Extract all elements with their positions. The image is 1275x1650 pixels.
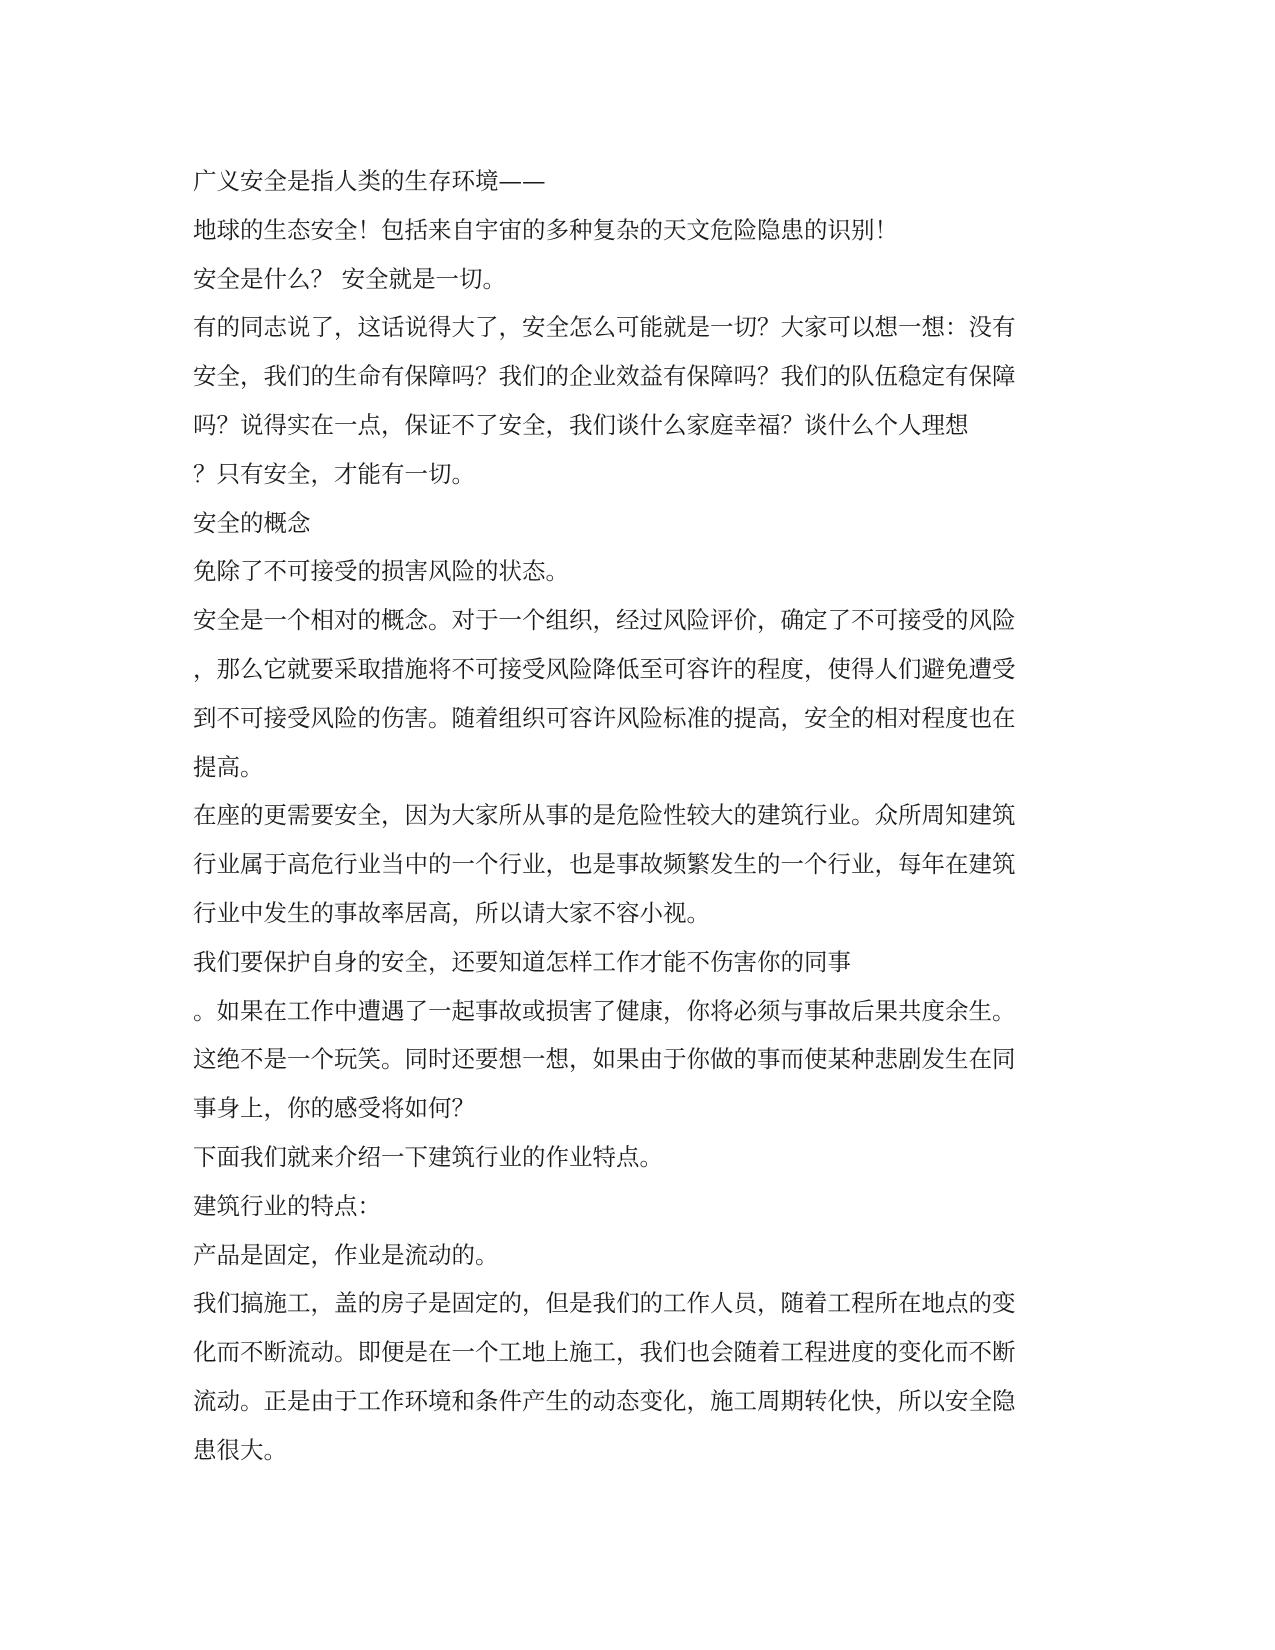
text-line: 地球的生态安全！包括来自宇宙的多种复杂的天文危险隐患的识别！ [193, 215, 898, 244]
text-line: 安全，我们的生命有保障吗？我们的企业效益有保障吗？我们的队伍稳定有保障 [193, 362, 1016, 391]
text-line: ？只有安全，才能有一切。 [193, 459, 475, 488]
text-line: 到不可接受风险的伤害。随着组织可容许风险标准的提高，安全的相对程度也在 [193, 703, 1016, 732]
text-line: 。如果在工作中遭遇了一起事故或损害了健康，你将必须与事故后果共度余生。 [193, 996, 1016, 1025]
text-line: 安全是什么？ 安全就是一切。 [193, 264, 506, 293]
text-line: 广义安全是指人类的生存环境—— [193, 167, 546, 195]
text-line: 行业中发生的事故率居高，所以请大家不容小视。 [193, 898, 710, 927]
text-line: 在座的更需要安全，因为大家所从事的是危险性较大的建筑行业。众所周知建筑 [193, 801, 1016, 830]
text-line: 下面我们就来介绍一下建筑行业的作业特点。 [193, 1142, 663, 1171]
text-line: 免除了不可接受的损害风险的状态。 [193, 557, 569, 586]
text-line: 行业属于高危行业当中的一个行业，也是事故频繁发生的一个行业，每年在建筑 [193, 850, 1016, 879]
document-body [193, 157, 1093, 1475]
text-line: ，那么它就要采取措施将不可接受风险降低至可容许的程度，使得人们避免遭受 [193, 654, 1016, 683]
text-line: 我们搞施工，盖的房子是固定的，但是我们的工作人员，随着工程所在地点的变 [193, 1289, 1016, 1318]
text-line: 这绝不是一个玩笑。同时还要想一想，如果由于你做的事而使某种悲剧发生在同 [193, 1045, 1016, 1074]
section-heading: 安全的概念 [193, 508, 311, 537]
text-line: 患很大。 [193, 1435, 287, 1464]
text-line: 吗？说得实在一点，保证不了安全，我们谈什么家庭幸福？谈什么个人理想 [193, 410, 969, 439]
text-line: 提高。 [193, 752, 264, 781]
text-line: 安全是一个相对的概念。对于一个组织，经过风险评价，确定了不可接受的风险 [193, 606, 1016, 635]
text-line: 有的同志说了，这话说得大了，安全怎么可能就是一切？大家可以想一想：没有 [193, 313, 1016, 342]
text-line: 事身上，你的感受将如何？ [193, 1094, 475, 1123]
text-line: 流动。正是由于工作环境和条件产生的动态变化，施工周期转化快，所以安全隐 [193, 1386, 1016, 1415]
text-line: 化而不断流动。即便是在一个工地上施工，我们也会随着工程进度的变化而不断 [193, 1338, 1016, 1367]
section-heading: 建筑行业的特点： [193, 1191, 381, 1220]
text-line: 我们要保护自身的安全，还要知道怎样工作才能不伤害你的同事 [193, 947, 851, 976]
text-line: 产品是固定，作业是流动的。 [193, 1240, 499, 1269]
